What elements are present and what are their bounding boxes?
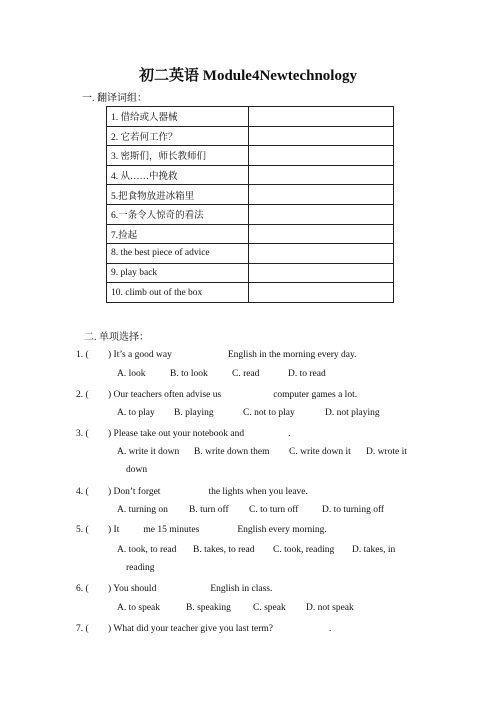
option-a: A. write it down <box>117 447 180 457</box>
question-stem: me 15 minutes <box>143 525 200 535</box>
option-c: C. not to play <box>243 408 295 418</box>
question-3: 3. ( ) Please take out your notebook and . <box>76 429 291 439</box>
option-a: A. turning on <box>117 505 168 515</box>
option-b: B. turn off <box>189 505 229 515</box>
vocab-prompt: 4. 从……中挽救 <box>107 165 249 185</box>
vocab-prompt: 7.捡起 <box>107 224 249 244</box>
question-1: 1. ( ) It’s a good way English in the morning every day. <box>76 350 357 360</box>
question-stem: It’s a good way <box>113 350 172 360</box>
option-d: D. not playing <box>325 408 380 418</box>
option-d: D. to turning off <box>322 505 385 515</box>
vocab-table <box>106 106 394 303</box>
option-d: D. wrote it <box>366 447 407 457</box>
option-continuation: down <box>126 465 148 475</box>
question-stem: English in the morning every day. <box>227 350 357 360</box>
question-stem: What did your teacher give you last term? <box>113 624 273 634</box>
table-row <box>107 165 394 185</box>
option-c: C. speak <box>253 603 286 613</box>
question-stem: Don’t forget <box>113 487 161 497</box>
option-d: D. takes, in <box>352 545 396 555</box>
option-d: D. not speak <box>306 603 354 613</box>
question-stem: the lights when you leave. <box>208 487 308 497</box>
answer-cell[interactable] <box>249 165 394 185</box>
option-a: A. took, to read <box>117 545 177 555</box>
answer-cell[interactable] <box>249 224 394 244</box>
option-d: D. to read <box>288 369 326 379</box>
question-stem: It <box>113 525 120 535</box>
vocab-prompt: 8. the best piece of advice <box>107 244 249 264</box>
table-row <box>107 244 394 264</box>
vocab-prompt: 9. play back <box>107 263 249 283</box>
option-c: C. took, reading <box>273 545 335 555</box>
table-row <box>107 107 394 127</box>
table-row <box>107 263 394 283</box>
option-continuation: reading <box>126 563 155 573</box>
answer-cell[interactable] <box>249 204 394 224</box>
question-stem: computer games a lot. <box>273 390 358 400</box>
option-a: A. look <box>117 369 146 379</box>
question-stem: English every morning. <box>237 525 327 535</box>
vocab-prompt: 6.一条令人惊奇的看法 <box>107 204 249 224</box>
vocab-prompt: 1. 借给或人器械 <box>107 107 249 127</box>
answer-cell[interactable] <box>249 185 394 205</box>
question-5: 5. ( ) It me 15 minutes English every morning. <box>76 525 327 535</box>
question-6: 6. ( ) You should English in class. <box>76 584 273 594</box>
option-b: B. write down them <box>194 447 270 457</box>
section-2-heading: 二. 单项选择： <box>84 332 149 343</box>
option-b: B. playing <box>174 408 214 418</box>
question-stem: English in class. <box>210 584 273 594</box>
question-stem: . <box>328 624 332 634</box>
table-row <box>107 126 394 146</box>
question-7: 7. ( ) What did your teacher give you last term? . <box>76 624 332 634</box>
option-b: B. takes, to read <box>193 545 255 555</box>
table-row <box>107 283 394 303</box>
answer-cell[interactable] <box>249 283 394 303</box>
table-row <box>107 204 394 224</box>
vocab-prompt: 5.把食物放进冰箱里 <box>107 185 249 205</box>
table-row <box>107 185 394 205</box>
question-stem: You should <box>113 584 157 594</box>
question-4: 4. ( ) Don’t forget the lights when you leave. <box>76 487 308 497</box>
option-c: C. write down it <box>289 447 351 457</box>
vocab-prompt: 10. climb out of the box <box>107 283 249 303</box>
option-b: B. speaking <box>186 603 231 613</box>
question-stem: Our teachers often advise us <box>113 390 222 400</box>
option-a: A. to play <box>117 408 155 418</box>
option-b: B. to look <box>170 369 208 379</box>
page-title: 初二英语 Module4Newtechnology <box>139 68 357 84</box>
question-stem: . <box>288 429 291 439</box>
question-2: 2. ( ) Our teachers often advise us computer games a lot. <box>76 390 358 400</box>
vocab-prompt: 2. 它若何工作？ <box>107 126 249 146</box>
option-a: A. to speak <box>117 603 161 613</box>
answer-cell[interactable] <box>249 126 394 146</box>
vocab-prompt: 3. 密斯们，师长教师们 <box>107 146 249 166</box>
answer-cell[interactable] <box>249 146 394 166</box>
answer-cell[interactable] <box>249 107 394 127</box>
section-1-heading: 一. 翻译词组： <box>82 93 147 104</box>
option-c: C. read <box>232 369 260 379</box>
question-stem: Please take out your notebook and <box>113 429 245 439</box>
answer-cell[interactable] <box>249 244 394 264</box>
option-c: C. to turn off <box>249 505 299 515</box>
table-row <box>107 146 394 166</box>
table-row <box>107 224 394 244</box>
answer-cell[interactable] <box>249 263 394 283</box>
